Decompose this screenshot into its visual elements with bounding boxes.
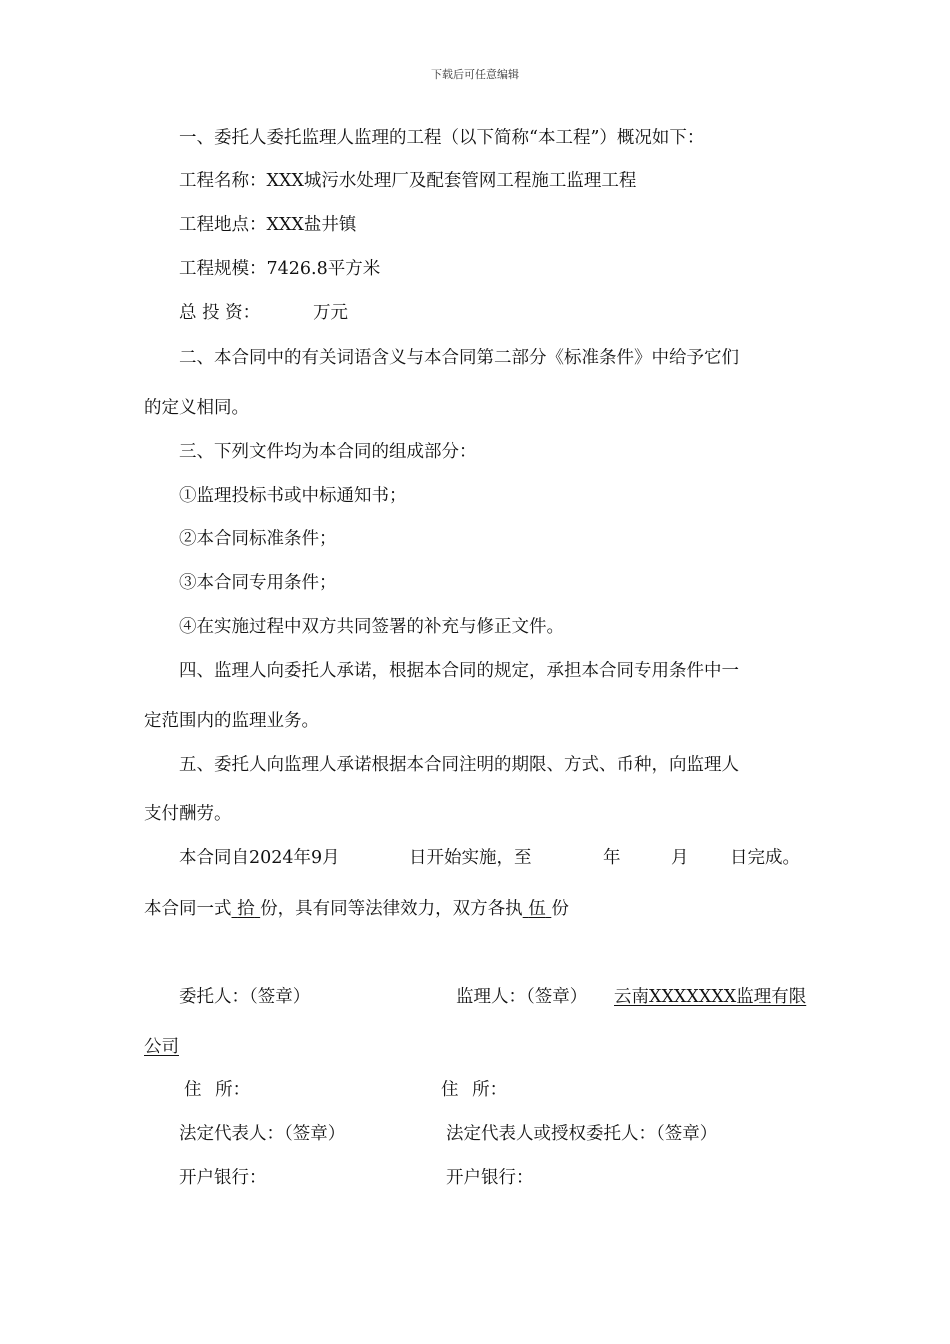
term-start: 本合同自2024年9月 bbox=[179, 848, 340, 868]
document-item-4: ④在实施过程中双方共同签署的补充与修正文件。 bbox=[179, 617, 564, 637]
client-bank-label: 开户银行： bbox=[179, 1168, 267, 1188]
supervisor-company-line-1: 云南XXXXXXX监理有限 bbox=[614, 987, 807, 1007]
supervisor-signature-label: 监理人：（签章） bbox=[456, 987, 588, 1007]
clause-4-line-2: 定范围内的监理业务。 bbox=[144, 711, 319, 731]
project-scale: 工程规模：7426.8平方米 bbox=[179, 259, 381, 279]
copies-prefix: 本合同一式 bbox=[144, 899, 232, 919]
copies-line bbox=[144, 901, 569, 919]
page-header-note: 下载后可任意编辑 bbox=[431, 68, 519, 81]
project-location: 工程地点：XXX盐井镇 bbox=[179, 215, 357, 235]
term-end-month: 月 bbox=[671, 848, 689, 868]
term-start-suffix: 日开始实施，至 bbox=[409, 848, 532, 868]
investment-label: 总 投 资： bbox=[179, 303, 261, 323]
copies-suffix: 份 bbox=[551, 899, 569, 919]
clause-5-line-2: 支付酬劳。 bbox=[144, 804, 232, 824]
document-item-3: ③本合同专用条件； bbox=[179, 573, 337, 593]
document-item-1: ①监理投标书或中标通知书； bbox=[179, 486, 407, 506]
clause-1: 一、委托人委托监理人监理的工程（以下简称“本工程”）概况如下： bbox=[179, 128, 705, 148]
supervisor-bank-label: 开户银行： bbox=[446, 1168, 534, 1188]
client-signature-label: 委托人：（签章） bbox=[179, 987, 311, 1007]
supervisor-company-line-2: 公司 bbox=[144, 1037, 179, 1057]
client-address-label: 住 所： bbox=[184, 1080, 251, 1100]
supervisor-legal-rep-label: 法定代表人或授权委托人：（签章） bbox=[446, 1124, 718, 1144]
term-end-year: 年 bbox=[603, 848, 621, 868]
copies-each: 伍 bbox=[528, 899, 546, 919]
investment-unit: 万元 bbox=[313, 303, 348, 323]
clause-4-line-1: 四、监理人向委托人承诺，根据本合同的规定，承担本合同专用条件中一 bbox=[179, 661, 739, 681]
term-end-day: 日完成。 bbox=[730, 848, 800, 868]
copies-total: 拾 bbox=[237, 899, 255, 919]
clause-2-line-2: 的定义相同。 bbox=[144, 398, 249, 418]
project-name: 工程名称：XXX城污水处理厂及配套管网工程施工监理工程 bbox=[179, 171, 637, 191]
clause-5-line-1: 五、委托人向监理人承诺根据本合同注明的期限、方式、币种，向监理人 bbox=[179, 755, 739, 775]
clause-3: 三、下列文件均为本合同的组成部分： bbox=[179, 442, 477, 462]
supervisor-address-label: 住 所： bbox=[441, 1080, 508, 1100]
clause-2-line-1: 二、本合同中的有关词语含义与本合同第二部分《标准条件》中给予它们 bbox=[179, 348, 739, 368]
copies-middle: 份，具有同等法律效力，双方各执 bbox=[260, 899, 523, 919]
document-item-2: ②本合同标准条件； bbox=[179, 529, 337, 549]
client-legal-rep-label: 法定代表人：（签章） bbox=[179, 1124, 346, 1144]
